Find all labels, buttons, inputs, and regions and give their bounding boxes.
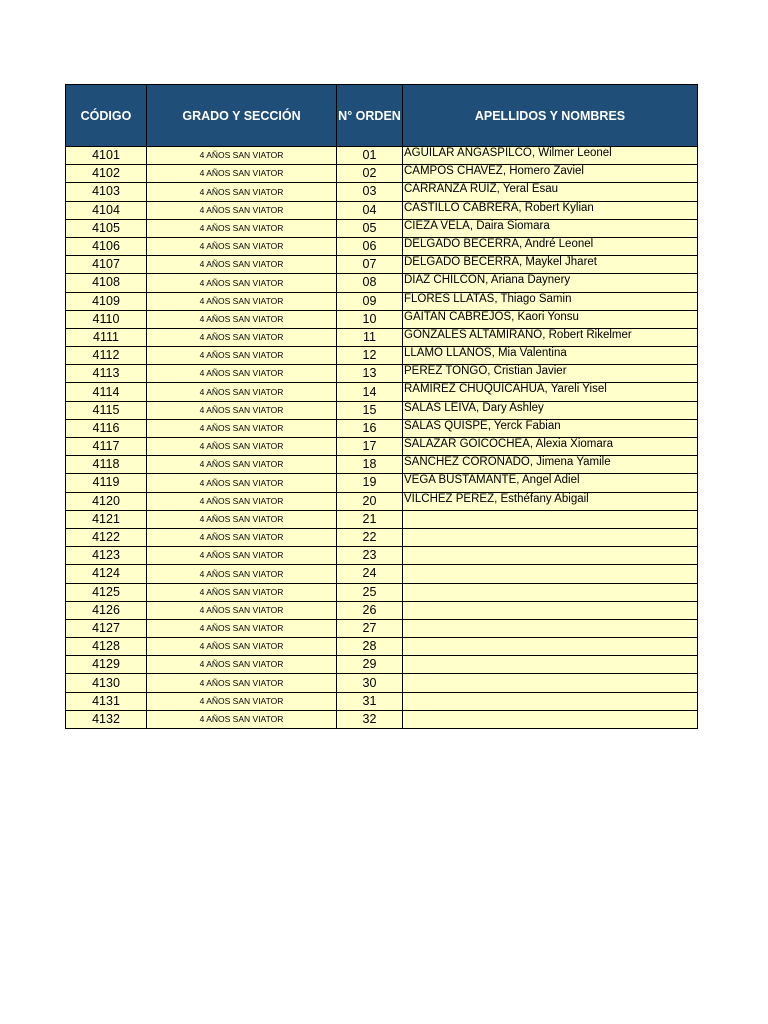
cell-full-name: CARRANZA RUIZ, Yeral Esau bbox=[403, 183, 698, 201]
cell-full-name bbox=[403, 674, 698, 692]
cell-grade-section: 4 AÑOS SAN VIATOR bbox=[147, 638, 337, 656]
cell-code: 4130 bbox=[66, 674, 147, 692]
cell-code: 4116 bbox=[66, 419, 147, 437]
cell-order-number: 29 bbox=[337, 656, 403, 674]
table-row bbox=[66, 656, 698, 674]
cell-grade-section: 4 AÑOS SAN VIATOR bbox=[147, 438, 337, 456]
cell-order-number: 14 bbox=[337, 383, 403, 401]
cell-order-number: 22 bbox=[337, 528, 403, 546]
cell-code: 4105 bbox=[66, 219, 147, 237]
cell-grade-section: 4 AÑOS SAN VIATOR bbox=[147, 419, 337, 437]
cell-order-number: 25 bbox=[337, 583, 403, 601]
cell-code: 4127 bbox=[66, 619, 147, 637]
cell-full-name: CASTILLO CABRERA, Robert Kylian bbox=[403, 201, 698, 219]
cell-order-number: 11 bbox=[337, 328, 403, 346]
cell-order-number: 12 bbox=[337, 347, 403, 365]
cell-code: 4103 bbox=[66, 183, 147, 201]
table-row bbox=[66, 547, 698, 565]
table-row bbox=[66, 274, 698, 292]
cell-grade-section: 4 AÑOS SAN VIATOR bbox=[147, 656, 337, 674]
cell-order-number: 18 bbox=[337, 456, 403, 474]
cell-grade-section: 4 AÑOS SAN VIATOR bbox=[147, 710, 337, 728]
table-row bbox=[66, 165, 698, 183]
header-grade-section: GRADO Y SECCIÓN bbox=[147, 85, 337, 147]
table-header bbox=[66, 85, 698, 147]
table-row bbox=[66, 638, 698, 656]
cell-code: 4125 bbox=[66, 583, 147, 601]
cell-code: 4131 bbox=[66, 692, 147, 710]
cell-grade-section: 4 AÑOS SAN VIATOR bbox=[147, 401, 337, 419]
cell-full-name: DIAZ CHILCON, Ariana Daynery bbox=[403, 274, 698, 292]
cell-full-name bbox=[403, 656, 698, 674]
header-row bbox=[66, 85, 698, 147]
cell-grade-section: 4 AÑOS SAN VIATOR bbox=[147, 547, 337, 565]
cell-full-name bbox=[403, 601, 698, 619]
cell-full-name: DELGADO BECERRA, Maykel Jharet bbox=[403, 256, 698, 274]
table-row bbox=[66, 601, 698, 619]
cell-order-number: 30 bbox=[337, 674, 403, 692]
table-row bbox=[66, 583, 698, 601]
table-row bbox=[66, 347, 698, 365]
cell-grade-section: 4 AÑOS SAN VIATOR bbox=[147, 565, 337, 583]
cell-grade-section: 4 AÑOS SAN VIATOR bbox=[147, 474, 337, 492]
cell-grade-section: 4 AÑOS SAN VIATOR bbox=[147, 219, 337, 237]
cell-grade-section: 4 AÑOS SAN VIATOR bbox=[147, 383, 337, 401]
cell-code: 4114 bbox=[66, 383, 147, 401]
cell-order-number: 28 bbox=[337, 638, 403, 656]
cell-full-name: CIEZA VELA, Daira Siomara bbox=[403, 219, 698, 237]
table-row bbox=[66, 183, 698, 201]
cell-order-number: 24 bbox=[337, 565, 403, 583]
cell-grade-section: 4 AÑOS SAN VIATOR bbox=[147, 528, 337, 546]
cell-grade-section: 4 AÑOS SAN VIATOR bbox=[147, 274, 337, 292]
cell-full-name bbox=[403, 710, 698, 728]
cell-grade-section: 4 AÑOS SAN VIATOR bbox=[147, 583, 337, 601]
cell-code: 4128 bbox=[66, 638, 147, 656]
cell-order-number: 06 bbox=[337, 237, 403, 255]
header-order-number: N° ORDEN bbox=[337, 85, 403, 147]
cell-full-name: DELGADO BECERRA, André Leonel bbox=[403, 237, 698, 255]
table-row bbox=[66, 692, 698, 710]
cell-order-number: 09 bbox=[337, 292, 403, 310]
cell-full-name bbox=[403, 565, 698, 583]
cell-order-number: 20 bbox=[337, 492, 403, 510]
cell-code: 4108 bbox=[66, 274, 147, 292]
cell-order-number: 02 bbox=[337, 165, 403, 183]
cell-full-name bbox=[403, 638, 698, 656]
cell-code: 4124 bbox=[66, 565, 147, 583]
cell-full-name: PEREZ TONGO, Cristian Javier bbox=[403, 365, 698, 383]
cell-grade-section: 4 AÑOS SAN VIATOR bbox=[147, 237, 337, 255]
cell-code: 4110 bbox=[66, 310, 147, 328]
cell-full-name: GONZALES ALTAMIRANO, Robert Rikelmer bbox=[403, 328, 698, 346]
cell-order-number: 03 bbox=[337, 183, 403, 201]
table-row bbox=[66, 565, 698, 583]
cell-order-number: 07 bbox=[337, 256, 403, 274]
table-row bbox=[66, 383, 698, 401]
cell-order-number: 04 bbox=[337, 201, 403, 219]
cell-order-number: 10 bbox=[337, 310, 403, 328]
cell-code: 4106 bbox=[66, 237, 147, 255]
table-row bbox=[66, 310, 698, 328]
table-row bbox=[66, 419, 698, 437]
table-row bbox=[66, 710, 698, 728]
cell-code: 4111 bbox=[66, 328, 147, 346]
table-row bbox=[66, 474, 698, 492]
table-row bbox=[66, 256, 698, 274]
cell-code: 4101 bbox=[66, 147, 147, 165]
cell-grade-section: 4 AÑOS SAN VIATOR bbox=[147, 692, 337, 710]
cell-code: 4109 bbox=[66, 292, 147, 310]
cell-full-name: SALAZAR GOICOCHEA, Alexia Xiomara bbox=[403, 438, 698, 456]
cell-order-number: 01 bbox=[337, 147, 403, 165]
cell-order-number: 17 bbox=[337, 438, 403, 456]
cell-code: 4121 bbox=[66, 510, 147, 528]
cell-grade-section: 4 AÑOS SAN VIATOR bbox=[147, 183, 337, 201]
cell-full-name: AGUILAR ANGASPILCO, Wilmer Leonel bbox=[403, 147, 698, 165]
table-body bbox=[66, 147, 698, 729]
cell-full-name bbox=[403, 528, 698, 546]
cell-full-name: RAMIREZ CHUQUICAHUA, Yareli Yisel bbox=[403, 383, 698, 401]
cell-grade-section: 4 AÑOS SAN VIATOR bbox=[147, 456, 337, 474]
cell-order-number: 05 bbox=[337, 219, 403, 237]
cell-full-name: VILCHEZ PEREZ, Esthéfany Abigail bbox=[403, 492, 698, 510]
cell-code: 4104 bbox=[66, 201, 147, 219]
cell-code: 4126 bbox=[66, 601, 147, 619]
cell-code: 4117 bbox=[66, 438, 147, 456]
cell-grade-section: 4 AÑOS SAN VIATOR bbox=[147, 310, 337, 328]
cell-code: 4132 bbox=[66, 710, 147, 728]
cell-grade-section: 4 AÑOS SAN VIATOR bbox=[147, 619, 337, 637]
cell-order-number: 21 bbox=[337, 510, 403, 528]
table-row bbox=[66, 147, 698, 165]
table-row bbox=[66, 492, 698, 510]
cell-order-number: 19 bbox=[337, 474, 403, 492]
header-full-name: APELLIDOS Y NOMBRES bbox=[403, 85, 698, 147]
cell-grade-section: 4 AÑOS SAN VIATOR bbox=[147, 201, 337, 219]
cell-full-name: SALAS LEIVA, Dary Ashley bbox=[403, 401, 698, 419]
cell-full-name: CAMPOS CHAVEZ, Homero Zaviel bbox=[403, 165, 698, 183]
cell-grade-section: 4 AÑOS SAN VIATOR bbox=[147, 365, 337, 383]
cell-order-number: 26 bbox=[337, 601, 403, 619]
table-row bbox=[66, 456, 698, 474]
cell-code: 4122 bbox=[66, 528, 147, 546]
cell-code: 4119 bbox=[66, 474, 147, 492]
cell-order-number: 13 bbox=[337, 365, 403, 383]
cell-code: 4120 bbox=[66, 492, 147, 510]
table-row bbox=[66, 219, 698, 237]
table-row bbox=[66, 328, 698, 346]
cell-code: 4107 bbox=[66, 256, 147, 274]
table-row bbox=[66, 528, 698, 546]
cell-order-number: 27 bbox=[337, 619, 403, 637]
cell-grade-section: 4 AÑOS SAN VIATOR bbox=[147, 256, 337, 274]
cell-code: 4115 bbox=[66, 401, 147, 419]
header-code: CÓDIGO bbox=[66, 85, 147, 147]
cell-full-name: VEGA BUSTAMANTE, Angel Adiel bbox=[403, 474, 698, 492]
cell-order-number: 31 bbox=[337, 692, 403, 710]
cell-full-name: SALAS QUISPE, Yerck Fabian bbox=[403, 419, 698, 437]
cell-full-name: FLORES LLATAS, Thiago Samin bbox=[403, 292, 698, 310]
cell-order-number: 16 bbox=[337, 419, 403, 437]
cell-grade-section: 4 AÑOS SAN VIATOR bbox=[147, 165, 337, 183]
cell-full-name bbox=[403, 619, 698, 637]
cell-code: 4112 bbox=[66, 347, 147, 365]
cell-full-name: GAITAN CABREJOS, Kaori Yonsu bbox=[403, 310, 698, 328]
cell-grade-section: 4 AÑOS SAN VIATOR bbox=[147, 328, 337, 346]
student-roster-table bbox=[65, 84, 698, 729]
cell-full-name bbox=[403, 583, 698, 601]
table-row bbox=[66, 292, 698, 310]
cell-code: 4113 bbox=[66, 365, 147, 383]
table-row bbox=[66, 510, 698, 528]
cell-code: 4129 bbox=[66, 656, 147, 674]
cell-full-name: SANCHEZ CORONADO, Jimena Yamile bbox=[403, 456, 698, 474]
table-row bbox=[66, 619, 698, 637]
cell-full-name bbox=[403, 692, 698, 710]
cell-code: 4102 bbox=[66, 165, 147, 183]
table-row bbox=[66, 674, 698, 692]
table-row bbox=[66, 401, 698, 419]
table-row bbox=[66, 237, 698, 255]
cell-order-number: 15 bbox=[337, 401, 403, 419]
cell-order-number: 08 bbox=[337, 274, 403, 292]
cell-grade-section: 4 AÑOS SAN VIATOR bbox=[147, 510, 337, 528]
cell-full-name: LLAMO LLANOS, Mia Valentina bbox=[403, 347, 698, 365]
cell-order-number: 23 bbox=[337, 547, 403, 565]
cell-grade-section: 4 AÑOS SAN VIATOR bbox=[147, 674, 337, 692]
cell-grade-section: 4 AÑOS SAN VIATOR bbox=[147, 492, 337, 510]
table-row bbox=[66, 438, 698, 456]
cell-order-number: 32 bbox=[337, 710, 403, 728]
cell-grade-section: 4 AÑOS SAN VIATOR bbox=[147, 601, 337, 619]
cell-grade-section: 4 AÑOS SAN VIATOR bbox=[147, 347, 337, 365]
cell-code: 4118 bbox=[66, 456, 147, 474]
cell-grade-section: 4 AÑOS SAN VIATOR bbox=[147, 147, 337, 165]
cell-full-name bbox=[403, 547, 698, 565]
table-row bbox=[66, 201, 698, 219]
cell-code: 4123 bbox=[66, 547, 147, 565]
cell-full-name bbox=[403, 510, 698, 528]
cell-grade-section: 4 AÑOS SAN VIATOR bbox=[147, 292, 337, 310]
table-row bbox=[66, 365, 698, 383]
